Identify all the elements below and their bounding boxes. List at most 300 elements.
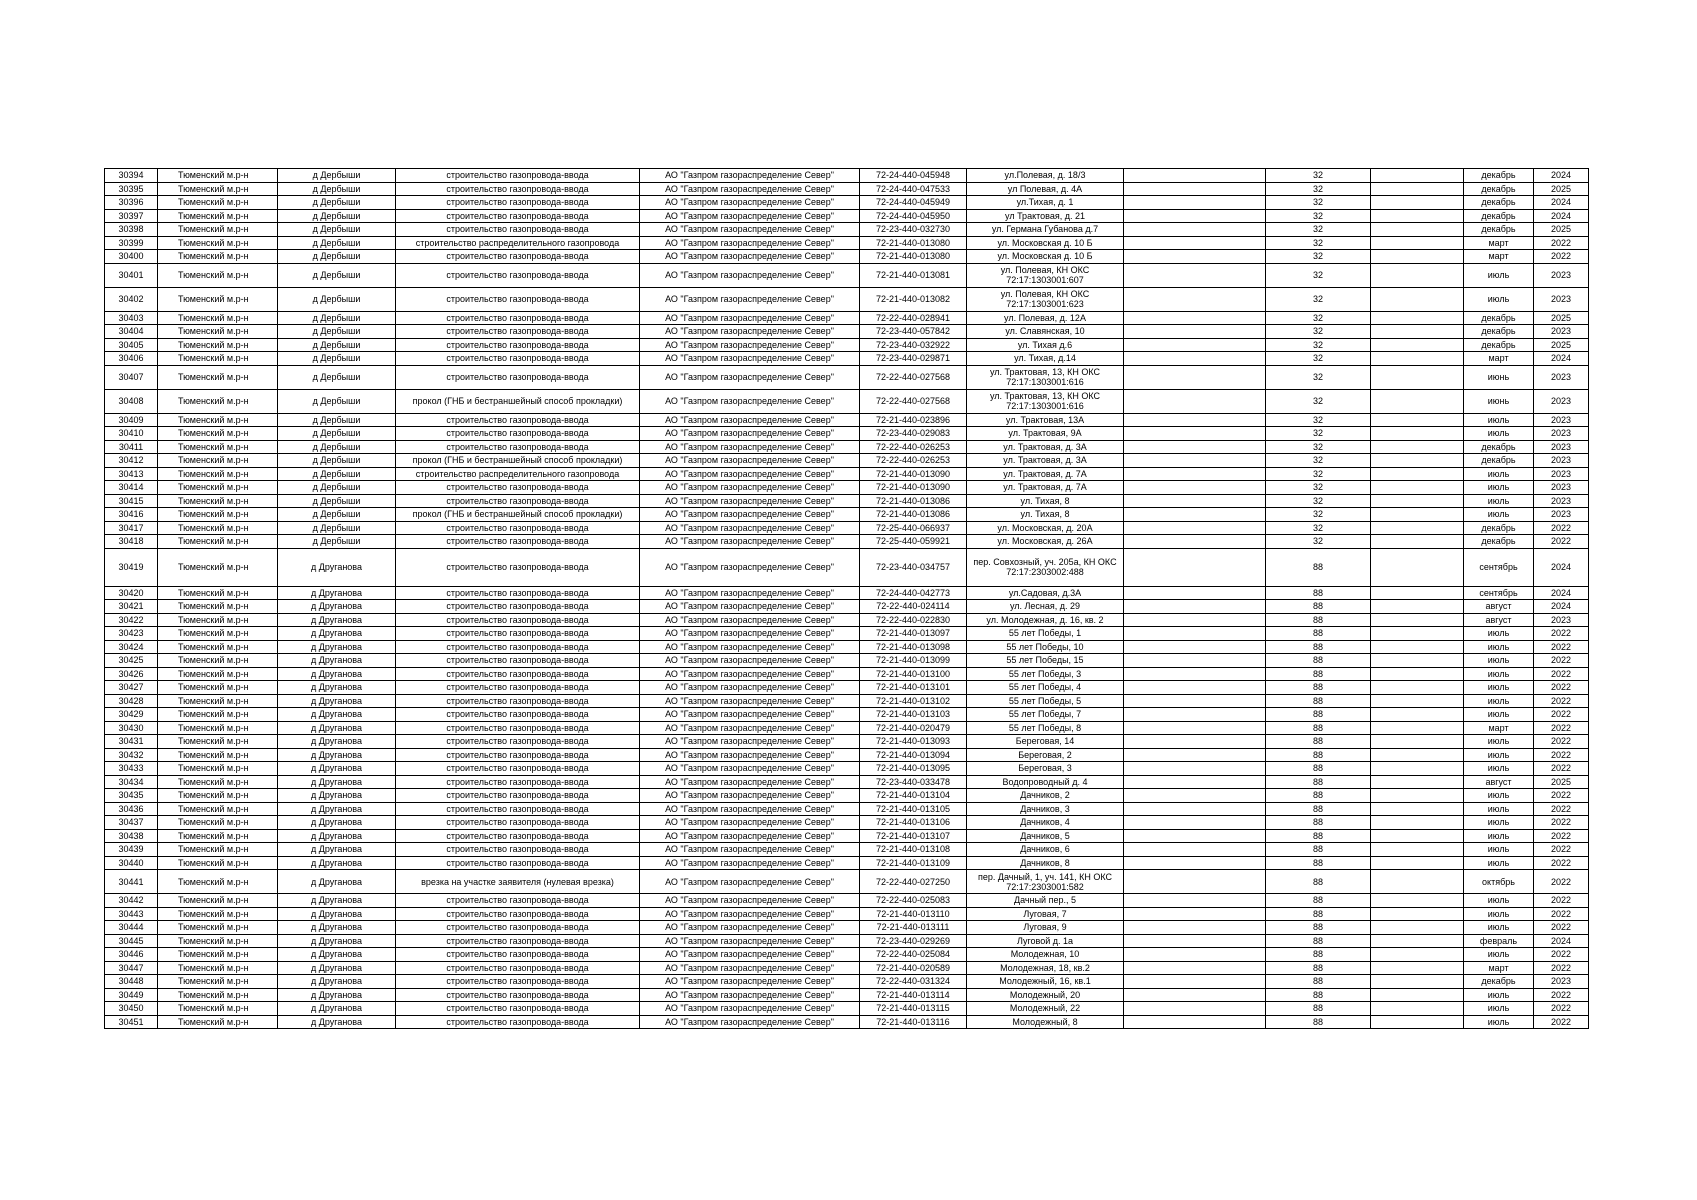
locality-cell: д Друганова <box>278 721 396 735</box>
month-cell: июль <box>1464 816 1534 830</box>
month-cell: июль <box>1464 829 1534 843</box>
year-cell: 2022 <box>1534 1002 1589 1016</box>
application-number-cell: 72-21-440-013080 <box>860 236 967 250</box>
organization-cell: АО "Газпром газораспределение Север" <box>640 907 860 921</box>
year-cell: 2022 <box>1534 640 1589 654</box>
district-cell: Тюменский м.р-н <box>158 843 278 857</box>
address-cell: Дачников, 4 <box>967 816 1124 830</box>
district-cell: Тюменский м.р-н <box>158 263 278 287</box>
district-cell: Тюменский м.р-н <box>158 365 278 389</box>
district-cell: Тюменский м.р-н <box>158 454 278 468</box>
district-cell: Тюменский м.р-н <box>158 413 278 427</box>
work-type-cell: строительство газопровода-ввода <box>396 586 640 600</box>
table-row <box>105 250 1589 264</box>
blank-column-2-cell <box>1371 934 1464 948</box>
locality-cell: д Дербыши <box>278 182 396 196</box>
application-number-cell: 72-23-440-029269 <box>860 934 967 948</box>
district-cell: Тюменский м.р-н <box>158 721 278 735</box>
district-cell: Тюменский м.р-н <box>158 708 278 722</box>
blank-column-cell <box>1124 389 1266 413</box>
month-cell: март <box>1464 961 1534 975</box>
blank-column-cell <box>1124 613 1266 627</box>
row-number-cell: 30441 <box>105 870 158 894</box>
organization-cell: АО "Газпром газораспределение Север" <box>640 667 860 681</box>
blank-column-2-cell <box>1371 975 1464 989</box>
work-type-cell: строительство газопровода-ввода <box>396 721 640 735</box>
blank-column-cell <box>1124 440 1266 454</box>
blank-column-2-cell <box>1371 829 1464 843</box>
blank-column-2-cell <box>1371 681 1464 695</box>
row-number-cell: 30415 <box>105 494 158 508</box>
application-number-cell: 72-21-440-013090 <box>860 467 967 481</box>
district-cell: Тюменский м.р-н <box>158 196 278 210</box>
address-cell: пер. Совхозный, уч. 205а, КН ОКС 72:17:2303002:488 <box>967 548 1124 586</box>
table-row <box>105 548 1589 586</box>
year-cell: 2022 <box>1534 870 1589 894</box>
locality-cell: д Дербыши <box>278 287 396 311</box>
blank-column-2-cell <box>1371 627 1464 641</box>
table-row <box>105 640 1589 654</box>
organization-cell: АО "Газпром газораспределение Север" <box>640 775 860 789</box>
district-cell: Тюменский м.р-н <box>158 856 278 870</box>
blank-column-cell <box>1124 988 1266 1002</box>
table-row <box>105 389 1589 413</box>
address-cell: ул. Тихая, 8 <box>967 494 1124 508</box>
year-cell: 2022 <box>1534 948 1589 962</box>
row-number-cell: 30403 <box>105 311 158 325</box>
year-cell: 2025 <box>1534 311 1589 325</box>
work-type-cell: строительство газопровода-ввода <box>396 681 640 695</box>
district-cell: Тюменский м.р-н <box>158 748 278 762</box>
application-number-cell: 72-24-440-047533 <box>860 182 967 196</box>
diameter-cell: 88 <box>1266 1002 1371 1016</box>
blank-column-2-cell <box>1371 494 1464 508</box>
diameter-cell: 32 <box>1266 236 1371 250</box>
address-cell: Дачников, 6 <box>967 843 1124 857</box>
row-number-cell: 30409 <box>105 413 158 427</box>
month-cell: декабрь <box>1464 196 1534 210</box>
blank-column-cell <box>1124 494 1266 508</box>
diameter-cell: 88 <box>1266 988 1371 1002</box>
organization-cell: АО "Газпром газораспределение Север" <box>640 365 860 389</box>
application-number-cell: 72-21-440-013100 <box>860 667 967 681</box>
row-number-cell: 30417 <box>105 521 158 535</box>
address-cell: Береговая, 2 <box>967 748 1124 762</box>
district-cell: Тюменский м.р-н <box>158 508 278 522</box>
application-number-cell: 72-22-440-031324 <box>860 975 967 989</box>
application-number-cell: 72-21-440-013102 <box>860 694 967 708</box>
application-number-cell: 72-22-440-025084 <box>860 948 967 962</box>
district-cell: Тюменский м.р-н <box>158 988 278 1002</box>
table-row <box>105 311 1589 325</box>
blank-column-cell <box>1124 600 1266 614</box>
district-cell: Тюменский м.р-н <box>158 338 278 352</box>
work-type-cell: строительство газопровода-ввода <box>396 250 640 264</box>
work-type-cell: строительство газопровода-ввода <box>396 325 640 339</box>
table-row <box>105 907 1589 921</box>
year-cell: 2022 <box>1534 681 1589 695</box>
month-cell: июль <box>1464 894 1534 908</box>
organization-cell: АО "Газпром газораспределение Север" <box>640 586 860 600</box>
work-type-cell: строительство распределительного газопровода <box>396 236 640 250</box>
organization-cell: АО "Газпром газораспределение Север" <box>640 209 860 223</box>
diameter-cell: 88 <box>1266 829 1371 843</box>
blank-column-2-cell <box>1371 196 1464 210</box>
table-row <box>105 1002 1589 1016</box>
year-cell: 2024 <box>1534 548 1589 586</box>
diameter-cell: 32 <box>1266 250 1371 264</box>
work-type-cell: строительство газопровода-ввода <box>396 829 640 843</box>
work-type-cell: строительство газопровода-ввода <box>396 748 640 762</box>
diameter-cell: 88 <box>1266 667 1371 681</box>
application-number-cell: 72-22-440-025083 <box>860 894 967 908</box>
diameter-cell: 88 <box>1266 802 1371 816</box>
organization-cell: АО "Газпром газораспределение Север" <box>640 762 860 776</box>
year-cell: 2025 <box>1534 775 1589 789</box>
month-cell: июль <box>1464 856 1534 870</box>
organization-cell: АО "Газпром газораспределение Север" <box>640 521 860 535</box>
district-cell: Тюменский м.р-н <box>158 548 278 586</box>
table-row <box>105 338 1589 352</box>
diameter-cell: 32 <box>1266 389 1371 413</box>
blank-column-cell <box>1124 829 1266 843</box>
organization-cell: АО "Газпром газораспределение Север" <box>640 481 860 495</box>
district-cell: Тюменский м.р-н <box>158 223 278 237</box>
organization-cell: АО "Газпром газораспределение Север" <box>640 1002 860 1016</box>
blank-column-cell <box>1124 802 1266 816</box>
district-cell: Тюменский м.р-н <box>158 654 278 668</box>
work-type-cell: строительство распределительного газопровода <box>396 467 640 481</box>
month-cell: июль <box>1464 762 1534 776</box>
work-type-cell: строительство газопровода-ввода <box>396 934 640 948</box>
month-cell: июль <box>1464 467 1534 481</box>
month-cell: декабрь <box>1464 209 1534 223</box>
blank-column-2-cell <box>1371 856 1464 870</box>
locality-cell: д Друганова <box>278 748 396 762</box>
blank-column-2-cell <box>1371 311 1464 325</box>
blank-column-2-cell <box>1371 961 1464 975</box>
month-cell: июль <box>1464 988 1534 1002</box>
address-cell: Дачников, 2 <box>967 789 1124 803</box>
blank-column-cell <box>1124 481 1266 495</box>
address-cell: 55 лет Победы, 1 <box>967 627 1124 641</box>
locality-cell: д Друганова <box>278 975 396 989</box>
organization-cell: АО "Газпром газораспределение Север" <box>640 600 860 614</box>
table-row <box>105 694 1589 708</box>
diameter-cell: 32 <box>1266 454 1371 468</box>
month-cell: июль <box>1464 735 1534 749</box>
blank-column-cell <box>1124 934 1266 948</box>
locality-cell: д Друганова <box>278 708 396 722</box>
year-cell: 2022 <box>1534 921 1589 935</box>
application-number-cell: 72-21-440-013114 <box>860 988 967 1002</box>
district-cell: Тюменский м.р-н <box>158 209 278 223</box>
diameter-cell: 32 <box>1266 223 1371 237</box>
work-type-cell: строительство газопровода-ввода <box>396 169 640 183</box>
blank-column-cell <box>1124 352 1266 366</box>
year-cell: 2024 <box>1534 586 1589 600</box>
work-type-cell: строительство газопровода-ввода <box>396 427 640 441</box>
application-number-cell: 72-21-440-013103 <box>860 708 967 722</box>
district-cell: Тюменский м.р-н <box>158 494 278 508</box>
row-number-cell: 30434 <box>105 775 158 789</box>
locality-cell: д Дербыши <box>278 325 396 339</box>
application-number-cell: 72-22-440-026253 <box>860 440 967 454</box>
year-cell: 2024 <box>1534 209 1589 223</box>
year-cell: 2023 <box>1534 454 1589 468</box>
blank-column-cell <box>1124 948 1266 962</box>
diameter-cell: 32 <box>1266 535 1371 549</box>
blank-column-cell <box>1124 287 1266 311</box>
application-number-cell: 72-24-440-045948 <box>860 169 967 183</box>
blank-column-2-cell <box>1371 1002 1464 1016</box>
district-cell: Тюменский м.р-н <box>158 467 278 481</box>
row-number-cell: 30422 <box>105 613 158 627</box>
diameter-cell: 32 <box>1266 440 1371 454</box>
blank-column-cell <box>1124 1015 1266 1029</box>
locality-cell: д Дербыши <box>278 521 396 535</box>
diameter-cell: 88 <box>1266 856 1371 870</box>
organization-cell: АО "Газпром газораспределение Север" <box>640 870 860 894</box>
locality-cell: д Друганова <box>278 667 396 681</box>
month-cell: июль <box>1464 748 1534 762</box>
district-cell: Тюменский м.р-н <box>158 169 278 183</box>
blank-column-cell <box>1124 263 1266 287</box>
locality-cell: д Друганова <box>278 586 396 600</box>
organization-cell: АО "Газпром газораспределение Север" <box>640 681 860 695</box>
year-cell: 2022 <box>1534 988 1589 1002</box>
application-number-cell: 72-24-440-045950 <box>860 209 967 223</box>
work-type-cell: строительство газопровода-ввода <box>396 209 640 223</box>
district-cell: Тюменский м.р-н <box>158 600 278 614</box>
blank-column-cell <box>1124 209 1266 223</box>
row-number-cell: 30419 <box>105 548 158 586</box>
organization-cell: АО "Газпром газораспределение Север" <box>640 494 860 508</box>
address-cell: Молодежный, 8 <box>967 1015 1124 1029</box>
year-cell: 2022 <box>1534 789 1589 803</box>
month-cell: июль <box>1464 802 1534 816</box>
locality-cell: д Дербыши <box>278 209 396 223</box>
row-number-cell: 30418 <box>105 535 158 549</box>
month-cell: сентябрь <box>1464 586 1534 600</box>
table-row <box>105 829 1589 843</box>
table-row <box>105 413 1589 427</box>
locality-cell: д Друганова <box>278 816 396 830</box>
district-cell: Тюменский м.р-н <box>158 613 278 627</box>
work-type-cell: строительство газопровода-ввода <box>396 667 640 681</box>
application-number-cell: 72-23-440-032730 <box>860 223 967 237</box>
table-row <box>105 454 1589 468</box>
address-cell: ул. Трактовая, д. 3А <box>967 454 1124 468</box>
organization-cell: АО "Газпром газораспределение Север" <box>640 325 860 339</box>
row-number-cell: 30433 <box>105 762 158 776</box>
district-cell: Тюменский м.р-н <box>158 681 278 695</box>
month-cell: декабрь <box>1464 338 1534 352</box>
locality-cell: д Дербыши <box>278 481 396 495</box>
work-type-cell: строительство газопровода-ввода <box>396 182 640 196</box>
row-number-cell: 30402 <box>105 287 158 311</box>
year-cell: 2023 <box>1534 263 1589 287</box>
application-number-cell: 72-21-440-020589 <box>860 961 967 975</box>
blank-column-2-cell <box>1371 440 1464 454</box>
organization-cell: АО "Газпром газораспределение Север" <box>640 934 860 948</box>
application-number-cell: 72-23-440-029871 <box>860 352 967 366</box>
blank-column-cell <box>1124 694 1266 708</box>
locality-cell: д Дербыши <box>278 454 396 468</box>
row-number-cell: 30406 <box>105 352 158 366</box>
blank-column-2-cell <box>1371 894 1464 908</box>
month-cell: июль <box>1464 427 1534 441</box>
table-row <box>105 802 1589 816</box>
year-cell: 2023 <box>1534 613 1589 627</box>
work-type-cell: строительство газопровода-ввода <box>396 440 640 454</box>
table-row <box>105 789 1589 803</box>
month-cell: июль <box>1464 694 1534 708</box>
locality-cell: д Друганова <box>278 627 396 641</box>
address-cell: 55 лет Победы, 7 <box>967 708 1124 722</box>
organization-cell: АО "Газпром газораспределение Север" <box>640 988 860 1002</box>
work-type-cell: прокол (ГНБ и бестраншейный способ прокладки) <box>396 454 640 468</box>
diameter-cell: 88 <box>1266 735 1371 749</box>
diameter-cell: 88 <box>1266 948 1371 962</box>
diameter-cell: 88 <box>1266 654 1371 668</box>
blank-column-2-cell <box>1371 481 1464 495</box>
blank-column-cell <box>1124 521 1266 535</box>
organization-cell: АО "Газпром газораспределение Север" <box>640 263 860 287</box>
address-cell: пер. Дачный, 1, уч. 141, КН ОКС 72:17:2303001:582 <box>967 870 1124 894</box>
organization-cell: АО "Газпром газораспределение Север" <box>640 961 860 975</box>
month-cell: июль <box>1464 263 1534 287</box>
organization-cell: АО "Газпром газораспределение Север" <box>640 789 860 803</box>
table-row <box>105 182 1589 196</box>
blank-column-2-cell <box>1371 182 1464 196</box>
data-table <box>104 168 1589 1029</box>
row-number-cell: 30394 <box>105 169 158 183</box>
row-number-cell: 30399 <box>105 236 158 250</box>
blank-column-2-cell <box>1371 223 1464 237</box>
application-number-cell: 72-22-440-028941 <box>860 311 967 325</box>
district-cell: Тюменский м.р-н <box>158 870 278 894</box>
blank-column-2-cell <box>1371 454 1464 468</box>
application-number-cell: 72-21-440-013095 <box>860 762 967 776</box>
application-number-cell: 72-21-440-013098 <box>860 640 967 654</box>
table-row <box>105 508 1589 522</box>
locality-cell: д Друганова <box>278 934 396 948</box>
row-number-cell: 30442 <box>105 894 158 908</box>
year-cell: 2022 <box>1534 894 1589 908</box>
organization-cell: АО "Газпром газораспределение Север" <box>640 694 860 708</box>
table-row <box>105 948 1589 962</box>
application-number-cell: 72-23-440-029083 <box>860 427 967 441</box>
locality-cell: д Друганова <box>278 1002 396 1016</box>
organization-cell: АО "Газпром газораспределение Север" <box>640 535 860 549</box>
year-cell: 2024 <box>1534 169 1589 183</box>
locality-cell: д Дербыши <box>278 440 396 454</box>
address-cell: Водопроводный д. 4 <box>967 775 1124 789</box>
diameter-cell: 88 <box>1266 627 1371 641</box>
locality-cell: д Дербыши <box>278 169 396 183</box>
address-cell: ул. Московская д. 10 Б <box>967 250 1124 264</box>
district-cell: Тюменский м.р-н <box>158 236 278 250</box>
row-number-cell: 30444 <box>105 921 158 935</box>
application-number-cell: 72-21-440-013104 <box>860 789 967 803</box>
blank-column-2-cell <box>1371 907 1464 921</box>
row-number-cell: 30431 <box>105 735 158 749</box>
address-cell: ул. Трактовая, 9А <box>967 427 1124 441</box>
application-number-cell: 72-21-440-013082 <box>860 287 967 311</box>
district-cell: Тюменский м.р-н <box>158 934 278 948</box>
month-cell: июль <box>1464 494 1534 508</box>
diameter-cell: 88 <box>1266 775 1371 789</box>
application-number-cell: 72-21-440-013086 <box>860 494 967 508</box>
month-cell: март <box>1464 352 1534 366</box>
district-cell: Тюменский м.р-н <box>158 816 278 830</box>
blank-column-cell <box>1124 454 1266 468</box>
blank-column-2-cell <box>1371 775 1464 789</box>
table-row <box>105 169 1589 183</box>
year-cell: 2024 <box>1534 352 1589 366</box>
work-type-cell: строительство газопровода-ввода <box>396 694 640 708</box>
locality-cell: д Дербыши <box>278 196 396 210</box>
locality-cell: д Друганова <box>278 548 396 586</box>
blank-column-2-cell <box>1371 988 1464 1002</box>
address-cell: 55 лет Победы, 8 <box>967 721 1124 735</box>
district-cell: Тюменский м.р-н <box>158 535 278 549</box>
address-cell: ул.Полевая, д. 18/3 <box>967 169 1124 183</box>
table-row <box>105 816 1589 830</box>
year-cell: 2022 <box>1534 535 1589 549</box>
diameter-cell: 32 <box>1266 263 1371 287</box>
application-number-cell: 72-22-440-027250 <box>860 870 967 894</box>
locality-cell: д Друганова <box>278 802 396 816</box>
year-cell: 2022 <box>1534 521 1589 535</box>
locality-cell: д Друганова <box>278 694 396 708</box>
row-number-cell: 30414 <box>105 481 158 495</box>
table-row <box>105 708 1589 722</box>
application-number-cell: 72-25-440-066937 <box>860 521 967 535</box>
month-cell: июль <box>1464 508 1534 522</box>
address-cell: Молодежный, 16, кв.1 <box>967 975 1124 989</box>
work-type-cell: строительство газопровода-ввода <box>396 907 640 921</box>
year-cell: 2022 <box>1534 843 1589 857</box>
table-row <box>105 1015 1589 1029</box>
year-cell: 2023 <box>1534 287 1589 311</box>
month-cell: декабрь <box>1464 223 1534 237</box>
district-cell: Тюменский м.р-н <box>158 287 278 311</box>
table-row <box>105 667 1589 681</box>
application-number-cell: 72-21-440-013080 <box>860 250 967 264</box>
diameter-cell: 32 <box>1266 287 1371 311</box>
year-cell: 2022 <box>1534 627 1589 641</box>
blank-column-cell <box>1124 894 1266 908</box>
address-cell: Дачный пер., 5 <box>967 894 1124 908</box>
year-cell: 2023 <box>1534 508 1589 522</box>
year-cell: 2022 <box>1534 1015 1589 1029</box>
blank-column-2-cell <box>1371 802 1464 816</box>
blank-column-2-cell <box>1371 708 1464 722</box>
address-cell: Дачников, 5 <box>967 829 1124 843</box>
application-number-cell: 72-21-440-013110 <box>860 907 967 921</box>
blank-column-cell <box>1124 586 1266 600</box>
diameter-cell: 88 <box>1266 894 1371 908</box>
blank-column-cell <box>1124 196 1266 210</box>
district-cell: Тюменский м.р-н <box>158 775 278 789</box>
month-cell: июль <box>1464 843 1534 857</box>
table-row <box>105 921 1589 935</box>
blank-column-cell <box>1124 182 1266 196</box>
blank-column-cell <box>1124 975 1266 989</box>
organization-cell: АО "Газпром газораспределение Север" <box>640 250 860 264</box>
